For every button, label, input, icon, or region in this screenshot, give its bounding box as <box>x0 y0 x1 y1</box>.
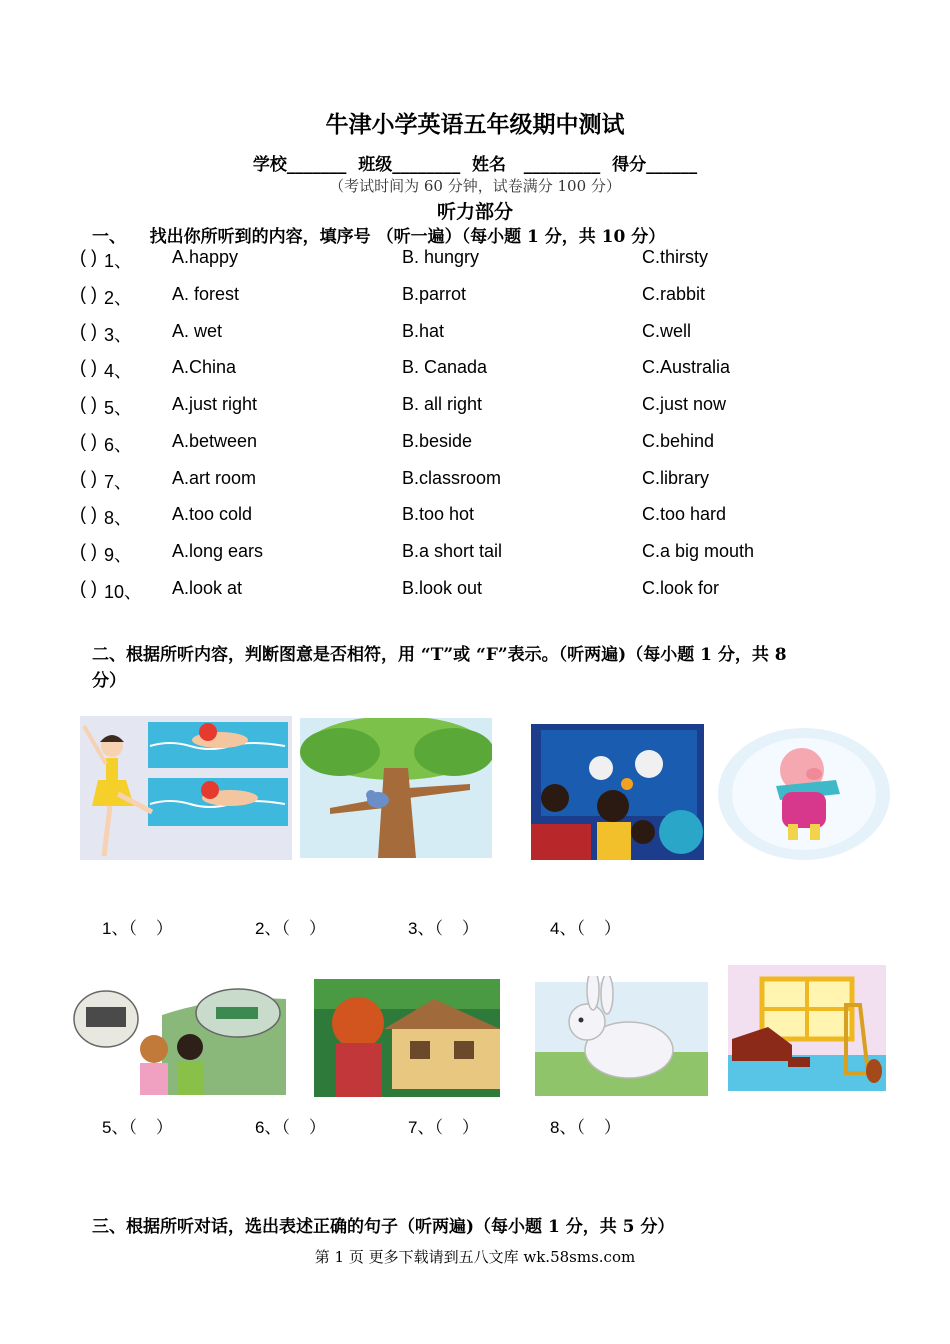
option-c: C.just now <box>642 394 727 414</box>
option-c: C.behind <box>642 431 715 451</box>
item-number: 7、 <box>104 472 133 492</box>
picture-3-space-screen <box>531 724 704 860</box>
answer-blank[interactable]: ( ) <box>80 321 97 341</box>
exam-note: （考试时间为 60 分钟，试卷满分 100 分） <box>329 177 621 195</box>
picture-5-school-places <box>72 985 288 1095</box>
item-number: 3、 <box>104 325 133 345</box>
option-a: A.between <box>172 431 258 451</box>
answer-blank[interactable]: 7、（ ） <box>408 1118 479 1137</box>
picture-2-bird-tree <box>300 718 492 858</box>
item-number: 2、 <box>104 288 133 308</box>
picture-1-dance-swim <box>80 716 292 860</box>
answer-blank[interactable]: ( ) <box>80 284 97 304</box>
section2-heading-line2: 分） <box>92 671 126 691</box>
item-number: 5、 <box>104 398 133 418</box>
option-a: A.too cold <box>172 504 253 524</box>
option-a: A. wet <box>172 321 223 341</box>
option-b: B.too hot <box>402 504 475 524</box>
item-number: 9、 <box>104 545 133 565</box>
item-number: 8、 <box>104 508 133 528</box>
answer-blank[interactable]: 4、（ ） <box>550 919 621 938</box>
option-c: C.look for <box>642 578 720 598</box>
section1-heading: 一、 找出你所听到的内容，填序号 （听一遍）（每小题 1 分，共 10 分） <box>92 227 666 247</box>
option-b: B. hungry <box>402 247 480 267</box>
answer-blank[interactable]: ( ) <box>80 541 97 561</box>
option-a: A.long ears <box>172 541 264 561</box>
option-b: B.look out <box>402 578 483 598</box>
option-c: C.too hard <box>642 504 727 524</box>
picture-7-rabbit <box>535 976 708 1096</box>
student-info-fields: 学校_______ 班级________ 姓名 _________ 得分______ <box>252 155 698 175</box>
option-a: A.art room <box>172 468 257 488</box>
item-number: 1、 <box>104 251 133 271</box>
option-a: A.happy <box>172 247 239 267</box>
option-c: C.well <box>642 321 692 341</box>
page-title: 牛津小学英语五年级期中测试 <box>325 111 625 138</box>
page-footer: 第 1 页 更多下载请到五八文库 wk.58sms.com <box>314 1248 636 1266</box>
picture-8-music-room <box>728 965 886 1091</box>
answer-blank[interactable]: 8、（ ） <box>550 1118 621 1137</box>
option-c: C.thirsty <box>642 247 709 267</box>
option-b: B. Canada <box>402 357 488 377</box>
option-b: B.classroom <box>402 468 502 488</box>
answer-blank[interactable]: ( ) <box>80 578 97 598</box>
answer-blank[interactable]: ( ) <box>80 394 97 414</box>
answer-blank[interactable]: ( ) <box>80 468 97 488</box>
option-b: B.a short tail <box>402 541 503 561</box>
option-c: C.a big mouth <box>642 541 755 561</box>
answer-blank[interactable]: 6、（ ） <box>255 1118 326 1137</box>
option-c: C.rabbit <box>642 284 706 304</box>
answer-blank[interactable]: 5、（ ） <box>102 1118 173 1137</box>
answer-blank[interactable]: 2、（ ） <box>255 919 326 938</box>
section2-heading-line1: 二、根据所听内容，判断图意是否相符，用 “T”或 “F”表示。（听两遍)（每小题 1 分，共 8 <box>92 645 787 665</box>
answer-blank[interactable]: ( ) <box>80 431 97 451</box>
answer-blank[interactable]: ( ) <box>80 357 97 377</box>
part-title: 听力部分 <box>436 201 513 223</box>
option-a: A. forest <box>172 284 240 304</box>
option-a: A.look at <box>172 578 243 598</box>
answer-blank[interactable]: ( ) <box>80 247 97 267</box>
item-number: 4、 <box>104 361 133 381</box>
option-b: B. all right <box>402 394 483 414</box>
option-a: A.just right <box>172 394 258 414</box>
option-c: C.library <box>642 468 710 488</box>
option-b: B.parrot <box>402 284 467 304</box>
item-number: 10、 <box>104 582 143 602</box>
answer-blank[interactable]: 3、（ ） <box>408 919 479 938</box>
option-b: B.hat <box>402 321 445 341</box>
option-a: A.China <box>172 357 237 377</box>
picture-6-girl-house <box>314 979 500 1097</box>
item-number: 6、 <box>104 435 133 455</box>
answer-blank[interactable]: ( ) <box>80 504 97 524</box>
option-c: C.Australia <box>642 357 731 377</box>
option-b: B.beside <box>402 431 473 451</box>
section3-heading: 三、根据所听对话，选出表述正确的句子（听两遍)（每小题 1 分，共 5 分） <box>92 1217 675 1237</box>
answer-blank[interactable]: 1、（ ） <box>102 919 173 938</box>
picture-4-pig-skating <box>716 724 892 864</box>
